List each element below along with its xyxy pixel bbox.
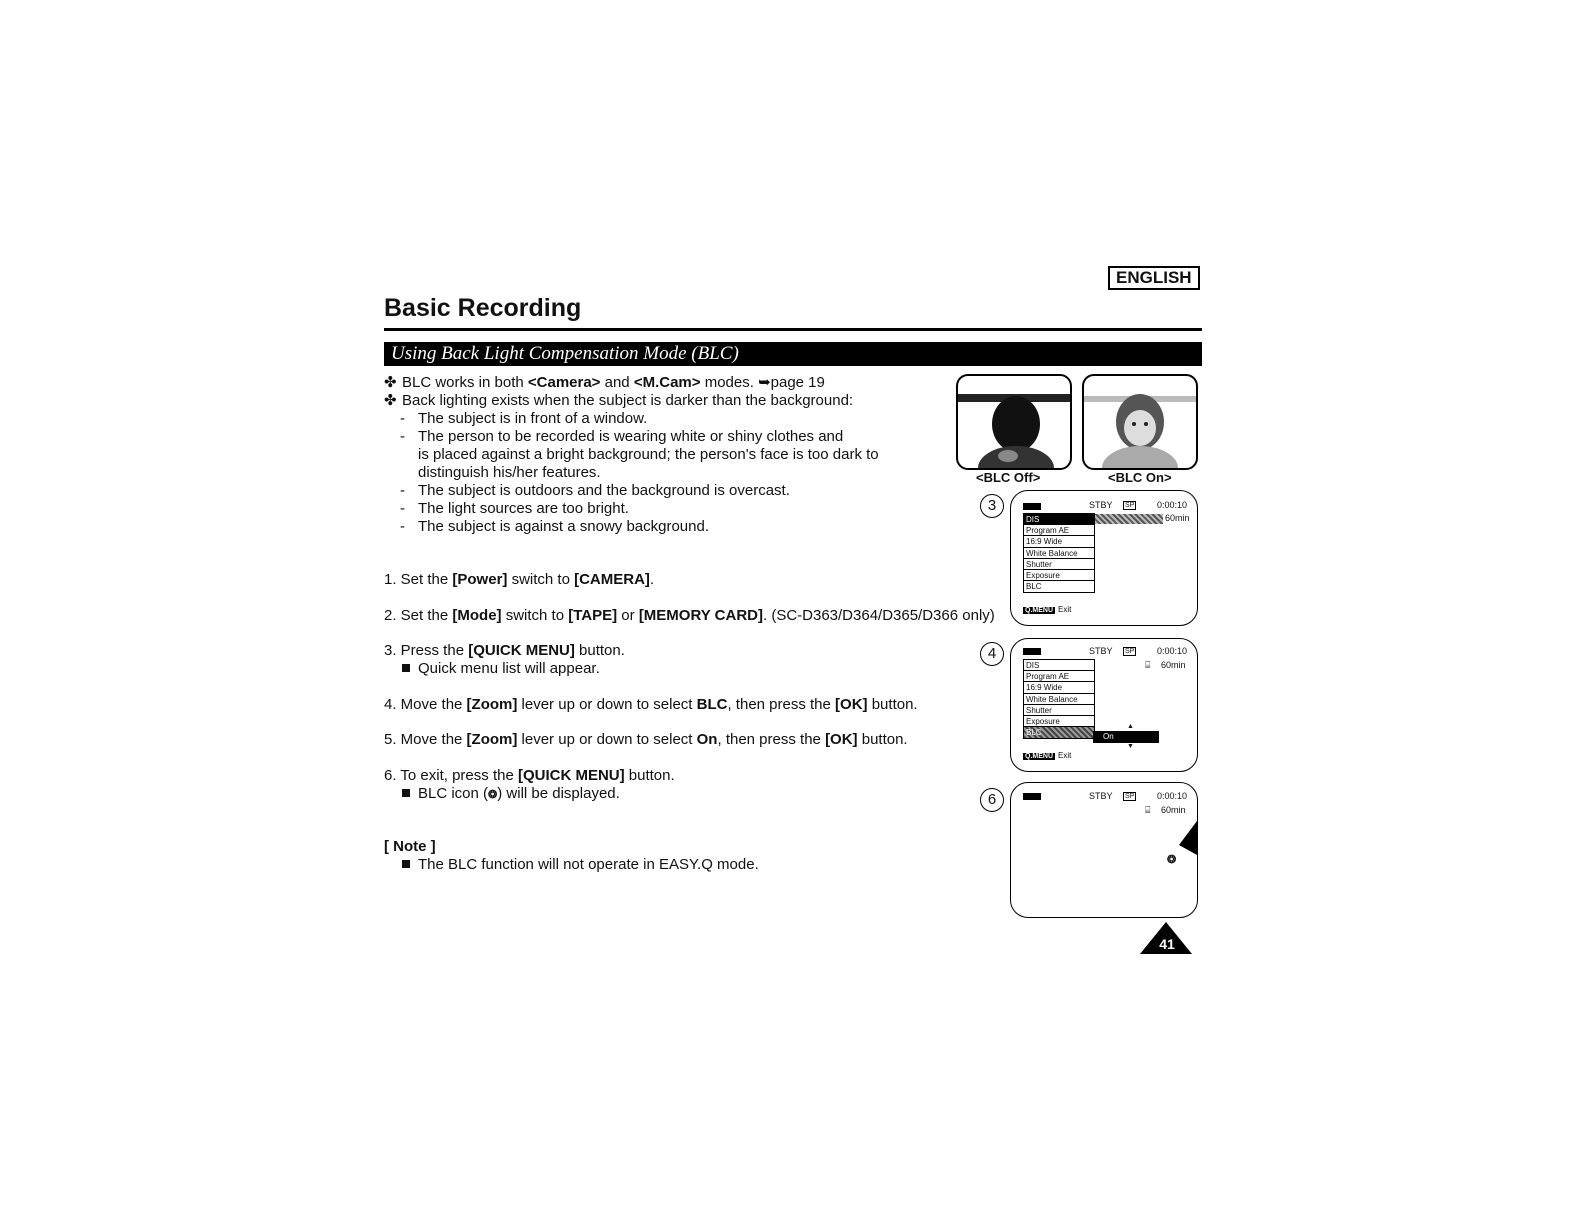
page-number-badge [1140,922,1192,954]
page-ref-arrow-icon: ➥ [758,374,771,391]
sp-badge: SP [1125,793,1135,800]
quick-menu-list [1023,513,1095,593]
square-bullet-icon [402,789,410,797]
stby-label: STBY [1089,646,1113,656]
blc-on-value[interactable]: On [1093,731,1159,743]
menu-item[interactable]: Exposure [1024,570,1094,581]
timecode: 0:00:10 [1157,500,1188,510]
dash-item: - The subject is in front of a window. [400,410,648,427]
dash-item: - The subject is outdoors and the background is overcast. [400,482,790,499]
step-6: 6. To exit, press the [QUICK MENU] button. [384,767,675,784]
dash-item: - The person to be recorded is wearing white or shiny clothes and [400,428,844,445]
photo-blc-on [1082,374,1198,470]
menu-item[interactable]: 16:9 Wide [1024,536,1094,547]
note-title: [ Note ] [384,838,436,855]
square-bullet-icon [402,664,410,672]
note-text: The BLC function will not operate in EASY.Q mode. [402,856,759,874]
lcd-screen-step-3 [1010,490,1198,626]
menu-item[interactable]: Program AE [1024,671,1094,682]
dash-item: - The light sources are too bright. [400,500,629,517]
step-5: 5. Move the [Zoom] lever up or down to select On, then press the [OK] button. [384,731,908,748]
tape-icon: ⌸ [1145,660,1151,670]
down-arrow-icon: ▼ [1127,743,1134,750]
remaining-time: 60min [1161,805,1186,815]
sp-badge: SP [1125,648,1135,655]
menu-item[interactable]: White Balance [1024,694,1094,705]
blc-icon: ❂ [1167,854,1177,866]
dash-item-cont: is placed against a bright background; the person's face is too dark to [418,446,879,463]
section-title: Using Back Light Compensation Mode (BLC) [384,342,1202,366]
qmenu-exit-hint: Q.MENU Exit [1025,605,1072,614]
menu-item[interactable]: White Balance [1024,548,1094,559]
up-arrow-icon: ▲ [1127,723,1134,730]
caption-blc-on: <BLC On> [1108,470,1172,485]
menu-item[interactable]: Exposure [1024,716,1094,727]
step-1: 1. Set the [Power] switch to [CAMERA]. [384,571,655,588]
battery-icon [1023,793,1041,800]
stby-label: STBY [1089,500,1113,510]
menu-item[interactable]: Shutter [1024,705,1094,716]
timecode: 0:00:10 [1157,646,1188,656]
step-3-sub: Quick menu list will appear. [402,660,600,678]
caption-blc-off: <BLC Off> [976,470,1041,485]
menu-item[interactable]: DIS [1024,514,1094,525]
title-rule [384,328,1202,331]
lcd-screen-step-4 [1010,638,1198,772]
tape-icon: ⌸ [1145,805,1151,815]
menu-item[interactable]: Shutter [1024,559,1094,570]
square-bullet-icon [402,860,410,868]
intro-line-1: ✤ BLC works in both <Camera> and <M.Cam> modes. ➥page 19 [384,374,825,391]
remaining-time: 60min [1161,660,1186,670]
sp-badge: SP [1125,502,1135,509]
step-2: 2. Set the [Mode] switch to [TAPE] or [MEMORY CARD]. (SC-D363/D364/D365/D366 only) [384,607,995,624]
battery-icon [1023,648,1041,655]
battery-icon [1023,503,1041,510]
menu-item[interactable]: Program AE [1024,525,1094,536]
photo-blc-off [956,374,1072,470]
menu-item[interactable]: 16:9 Wide [1024,682,1094,693]
step-label-4: 4 [980,642,1004,666]
remaining-time: 60min [1165,513,1190,523]
qmenu-exit-hint: Q.MENU Exit [1025,751,1072,760]
clover-bullet-icon: ✤ [384,392,397,409]
step-label-3: 3 [980,494,1004,518]
menu-item[interactable]: DIS [1024,660,1094,671]
svg-text:41: 41 [1159,936,1175,952]
step-3: 3. Press the [QUICK MENU] button. [384,642,625,659]
pointer-arrow-icon [1177,821,1199,857]
dash-item: - The subject is against a snowy background. [400,518,709,535]
dash-item-cont: distinguish his/her features. [418,464,601,481]
lcd-screen-step-6 [1010,782,1198,918]
step-4: 4. Move the [Zoom] lever up or down to select BLC, then press the [OK] button. [384,696,918,713]
quick-menu-list [1023,659,1095,739]
blc-icon: ❂ [488,789,498,801]
language-badge: ENGLISH [1108,266,1200,290]
intro-line-2: ✤ Back lighting exists when the subject is darker than the background: [384,392,854,409]
clover-bullet-icon: ✤ [384,374,397,391]
menu-item[interactable]: BLC [1026,582,1042,592]
step-6-sub: BLC icon (❂) will be displayed. [402,785,620,804]
page-title: Basic Recording [384,294,582,322]
dis-value-highlight [1093,514,1163,524]
page-ref-link[interactable]: page 19 [770,374,825,391]
menu-item[interactable]: BLC [1024,727,1094,738]
stby-label: STBY [1089,791,1113,801]
step-label-6: 6 [980,788,1004,812]
timecode: 0:00:10 [1157,791,1188,801]
